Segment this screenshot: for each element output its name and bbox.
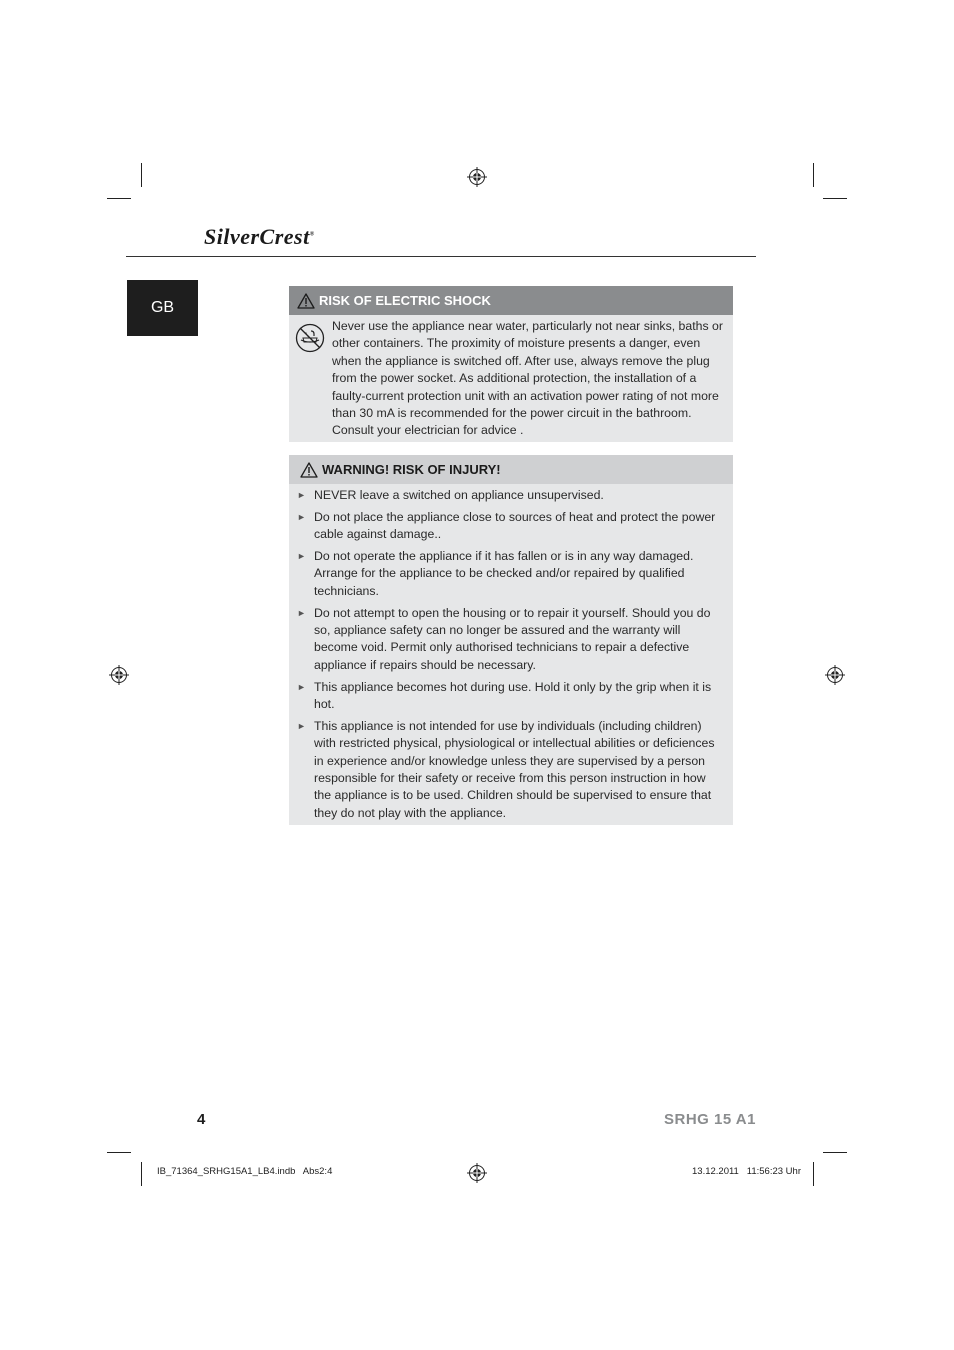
bullet-arrow-icon: ► bbox=[297, 720, 306, 731]
list-item: ► Do not operate the appliance if it has fallen or is in any way damaged. Arrange for the appliance to be checked and/or repaired by qualified technicians. bbox=[297, 549, 694, 598]
list-item: ► This appliance is not intended for use by individuals (including children) with restricted physical, physiological or intellectual abilities or deficiences in experience and/or knowledge unless they are supervised by a person responsible for their safety or receive from this person instruction in how the appliance is to be used. Children should be supervised to ensure that they do not play with the appliance. bbox=[297, 718, 715, 820]
injury-list bbox=[297, 487, 725, 827]
crop-mark bbox=[141, 163, 142, 187]
warning-triangle-icon bbox=[300, 462, 318, 478]
brand-logo: SilverCrest® bbox=[204, 224, 315, 249]
section-header bbox=[289, 286, 733, 315]
bullet-arrow-icon: ► bbox=[297, 551, 306, 561]
crop-mark bbox=[823, 198, 847, 199]
registration-mark-icon bbox=[109, 665, 129, 685]
registration-mark-icon bbox=[825, 665, 845, 685]
language-tab: GB bbox=[127, 280, 198, 336]
header-rule bbox=[126, 256, 756, 257]
bullet-arrow-icon: ► bbox=[297, 607, 306, 618]
bullet-arrow-icon: ► bbox=[297, 681, 306, 692]
bullet-arrow-icon: ► bbox=[297, 490, 306, 500]
crop-mark bbox=[823, 1152, 847, 1153]
model-number: SRHG 15 A1 bbox=[664, 1111, 756, 1128]
crop-mark bbox=[107, 1152, 131, 1153]
section-title: WARNING! RISK OF INJURY! bbox=[322, 462, 501, 477]
no-water-icon bbox=[295, 323, 325, 353]
section-header bbox=[289, 455, 733, 484]
list-item: ► Do not attempt to open the housing or to repair it yourself. Should you do so, appliance safety can no longer be assured and the warranty will become void. Permit only authorised technicians to repair a defective appliance if repairs should be necessary. bbox=[297, 605, 711, 672]
crop-mark bbox=[141, 1162, 142, 1186]
print-slug-left: IB_71364_SRHG15A1_LB4.indb Abs2:4 bbox=[157, 1166, 333, 1177]
registration-mark-icon bbox=[467, 167, 487, 187]
electric-shock-text: Never use the appliance near water, particularly not near sinks, baths or other containers. The proximity of moisture presents a danger, even when the appliance is switched off. After use, always remove the plug from the power socket. As additional protection, the installation of a faulty-current protection unit with an activation power rating of not more than 30 mA is recommended for the power circuit in the bathroom. Consult your electrician for advice . bbox=[332, 319, 723, 438]
list-item: ► Do not place the appliance close to sources of heat and protect the power cable against damage.. bbox=[297, 509, 716, 542]
list-item: ► This appliance becomes hot during use. Hold it only by the grip when it is hot. bbox=[297, 679, 712, 712]
list-item: ► NEVER leave a switched on appliance unsupervised. bbox=[297, 487, 725, 504]
electric-shock-section bbox=[289, 286, 733, 442]
print-slug-right: 13.12.2011 11:56:23 Uhr bbox=[692, 1166, 801, 1177]
page-number: 4 bbox=[197, 1111, 206, 1128]
risk-of-injury-section bbox=[289, 455, 733, 825]
crop-mark bbox=[107, 198, 131, 199]
crop-mark bbox=[813, 163, 814, 187]
crop-mark bbox=[813, 1162, 814, 1186]
warning-triangle-icon bbox=[297, 293, 315, 309]
registration-mark-icon bbox=[467, 1163, 487, 1183]
section-title: RISK OF ELECTRIC SHOCK bbox=[319, 293, 491, 308]
bullet-arrow-icon: ► bbox=[297, 511, 306, 522]
